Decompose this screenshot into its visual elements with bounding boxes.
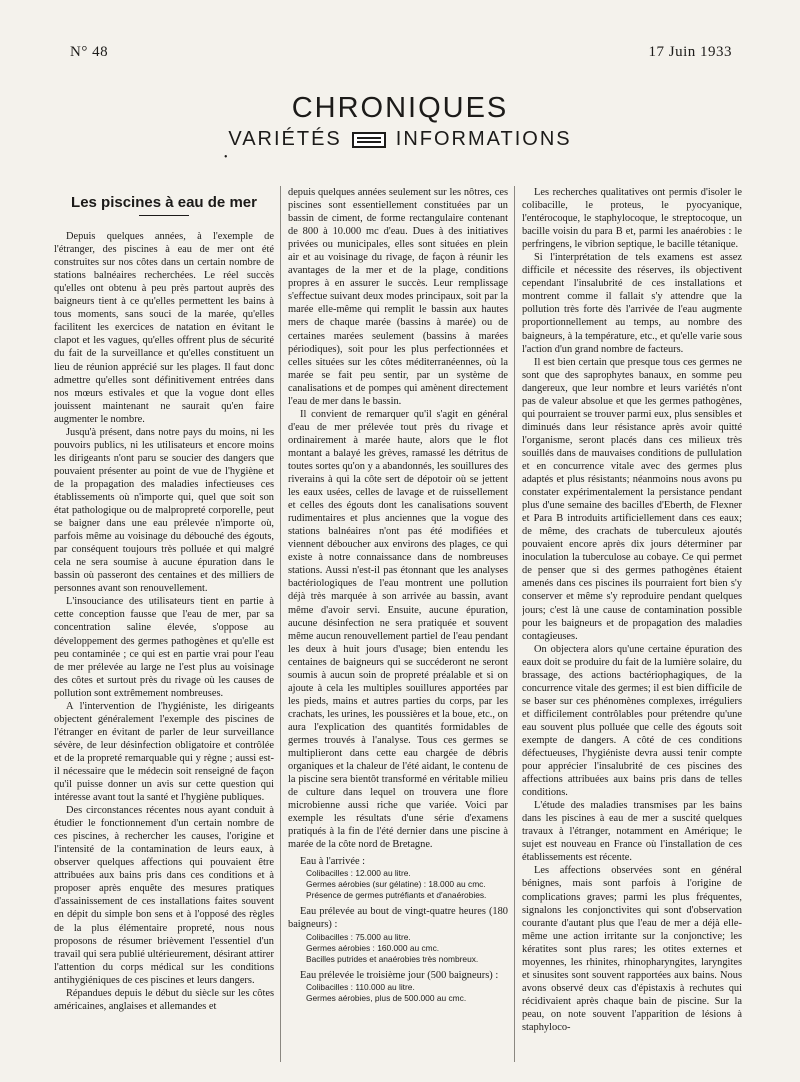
paragraph: L'insouciance des utilisateurs tient en partie à cette conception fausse que l'eau de mer, par sa concentration saline élevée, s'oppose au développement des germes pathogènes et qu'elle est peu contaminée ; ce qui est en partie vrai pour l'eau de mer prélevée au large ne l'est plus au voisinage des côtes et surtout près du rivage où les causes de pollution sont extrêmement nombreuses. (54, 596, 274, 699)
analysis-heading: Eau prélevée au bout de vingt-quatre heures (180 baigneurs) : (288, 906, 508, 931)
section-emblem-icon (352, 132, 386, 148)
analysis-line: Colibacilles : 12.000 au litre. (306, 868, 411, 879)
analysis-line: Colibacilles : 75.000 au litre. (306, 931, 411, 942)
analysis-heading: Eau à l'arrivée : (300, 856, 366, 868)
paragraph: Il est bien certain que presque tous ces germes ne sont que des saprophytes banaux, en somme peu dangereux, que leur nombre et leurs variétés n'ont pas de valeur absolue et que les germes pathogènes, qui pourraient se trouver parmi eux, plus sensibles et diminués dans leur résistance après avoir quitté l'organisme, seront placés dans ces milieux très souillés dans de mauvaises conditions de pullulation et en concurrence vitale avec des germes plus adaptés et plus résistants; néanmoins nous avons pu constater expérimentalement la persistance pendant plus d'une semaine des bacilles d'Eberth, de Flexner et Para B introduits artificiellement dans ces eaux; de même, des crachats de tuberculeux ajoutés pouvaient encore après dix jours déterminer par inoculation la tuberculose au cobaye. Ce qui permet de penser que si des germes pathogènes étaient amenés dans ces piscines ils pourraient fort bien s'y conserver et même s'y reproduire pendant quelques jours; c'est là une cause de contamination possible pour les baigneurs et de propagation des maladies contagieuses. (522, 356, 742, 642)
analysis-line: Colibacilles : 110.000 au litre. (306, 981, 415, 992)
paragraph: A l'intervention de l'hygiéniste, les dirigeants objectent généralement l'exemple des piscines de l'étranger en évitant de parler de leur surveillance sévère, de leur désinfection obligatoire et contrôlée et de la propreté remarquable qui y règne ; aussi est-il nécessaire que le médecin soit renseigné de façon qu'il puisse donner un avis sur cette question qui intéresse avant tout la santé et l'hygiène publiques. (54, 700, 274, 804)
subtitle-varietes: VARIÉTÉS (228, 128, 342, 150)
issue-date: 17 Juin 1933 (648, 44, 732, 60)
subtitle-informations: INFORMATIONS (395, 128, 572, 150)
analysis-line: Germes aérobies : 160.000 au cmc. (306, 942, 440, 953)
analysis-line: Présence de germes putréfiants et d'anaérobies. (306, 890, 487, 901)
paragraph: Les affections observées sont en général bénignes, mais sont parfois à l'origine de complications graves; parmi les plus fréquentes, signalons les conjonctivites qui sont d'observation courante d'autant plus que l'eau de mer a déjà elle-même une action irritante sur la conjonctive; les kératites sont plus rares; les otites externes et moyennes, les rhinites, rhinopharyngites, laryngites et sinusites sont souvent rapportées aux bains. Nous avons observé deux cas d'épistaxis à rechutes qui récidivaient après chaque bain de piscine. Sur la peau, on note souvent l'apparition de lésions à staphyloco- (522, 865, 742, 1033)
decorative-dot: • (224, 152, 228, 163)
analysis-line: Germes aérobies (sur gélatine) : 18.000 au cmc. (306, 879, 486, 890)
paragraph: Il convient de remarquer qu'il s'agit en général d'eau de mer prélevée tout près du rivage et ordinairement à marée haute, alors que le flot montant a balayé les grèves, ramassé les détritus de toutes sortes qu'on y a abandonnés, les souillures des riverains à qui la côte sert de dépotoir où se jettent les eaux usées, celles de lavage et de ruissellement et celles des égouts dont les canalisations souvent rudimentaires et plus anciennes que la vogue des stations balnéaires n'ont pas été modifiées et viennent déboucher aux environs des plages, ce qui existe à notre connaissance dans de nombreuses stations. Aussi n'est-il pas étonnant que les analyses bactériologiques de l'eau montrent une pollution déjà très marquée à son arrivée au bassin, avant même d'avoir servi. Ensuite, aucune épuration, aucune désinfection ne sera pratiquée et souvent même aucun renouvellement partiel de l'eau pendant les deux à huit jours d'usage; bien entendu les centaines de baigneurs qui se succéderont ne seront soumis à aucun soin de propreté préalable et si on ajoute à cela les multiples souillures apportées par les pieds, mains et autres parties du corps, par les crachats, les urines, les poussières et la boue, etc., on aura l'explication des quantités formidables de germes trouvés à l'analyse. Tous ces germes se multiplieront dans cette eau chargée de débris organiques et la chaleur de l'été aidant, le contenu de la piscine sera bientôt transformé en véritable milieu de culture dans lequel on trouvera une flore microbienne aussi riche que variée. Voici par exemple les résultats d'une série d'examens pratiqués à la fin de l'été dernier dans une piscine à marée de la côte nord de Bretagne. (288, 408, 508, 851)
analysis-line: Bacilles putrides et anaérobies très nombreux. (306, 953, 479, 964)
analysis-line: Germes aérobies, plus de 500.000 au cmc. (306, 992, 467, 1003)
masthead-title: CHRONIQUES (291, 92, 509, 124)
column-divider (280, 186, 281, 1062)
column-3 (522, 186, 742, 1066)
masthead-subtitle (0, 128, 800, 151)
paragraph: Jusqu'à présent, dans notre pays du moins, ni les pouvoirs publics, ni les utilisateurs et encore moins les dirigeants n'ont paru se soucier des dangers que pouvaient présenter au point de vue de l'hygiène et de la propagation des maladies infectieuses ces établissements où n'importe qui, quel que soit son état pathologique ou de malpropreté corporelle, peut se baigner dans une eau prélevée n'importe où, parfois même au voisinage du débouché des égouts, par conséquent toujours très polluée et qui malgré cela ne sera soumise à aucune épuration dans le bassin où passeront des centaines et des milliers de personnes avant son renouvellement. (54, 426, 274, 595)
page-header (0, 0, 800, 163)
paragraph: On objectera alors qu'une certaine épuration des eaux doit se produire du fait de la lumière solaire, du brassage, des actions bactériophagiques, de la concurrence vitale des germes; il est bien difficile de se baser sur ces phénomènes complexes, irréguliers et difficilement contrôlables pour prétendre qu'une eau souvent plus polluée que celle des égouts soit exempte de dangers. A côté de ces conditions défectueuses, l'hygiéniste devra aussi tenir compte pour apprécier l'insalubrité de ces piscines des affections attribuées aux bains pris dans de telles conditions. (522, 643, 742, 799)
analysis-block-day3 (288, 969, 508, 1004)
column-2 (288, 186, 508, 1066)
analysis-heading: Eau prélevée le troisième jour (500 baigneurs) : (300, 969, 499, 981)
paragraph: Depuis quelques années, à l'exemple de l'étranger, des piscines à eau de mer ont été construites sur nos côtes dans un certain nombre de stations balnéaires recherchées. Le réel succès qu'elles ont obtenu à peu près partout auprès des baigneurs tient à ce qu'elles permettent les bains à tous moments, sans souci de la marée, qu'elles facilitent les exercices de natation en évitant le clapot et les vagues, qu'elles offrent plus de sécurité du fait de la surveillance et qu'elles constituent un lieu de réunion apprécié sur les plages. Il faut donc admettre qu'elles sont définitivement entrées dans nos mœurs estivales et que la vogue dont elles jouissent maintenant ne saurait qu'en faire augmenter le nombre. (54, 231, 274, 425)
paragraph: Si l'interprétation de tels examens est assez difficile et nécessite des réserves, ils objectivent cependant l'insalubrité de ces installations et montrent comme il fallait s'y attendre que la pollution très forte dès l'arrivée de l'eau augmente proportionnellement au temps, au nombre des baigneurs, à la température, etc., et qu'elle varie sous l'action d'un grand nombre de facteurs. (522, 252, 742, 355)
issue-number: N° 48 (70, 44, 109, 60)
paragraph: Des circonstances récentes nous ayant conduit à étudier le fonctionnement d'un certain nombre de ces piscines, à rechercher les causes, l'origine et l'intensité de la contamination de leurs eaux, à observer quelques affections qui pouvaient être attribuées aux bains pris dans ces conditions et à proposer après enquête des mesures pratiques d'assainissement de ces installations faites souvent en dépit du simple bon sens et à l'opposé des règles de la plus élémentaire propreté, nous nous proposons de résumer brièvement l'essentiel d'un travail qui sera publié ultérieurement, désirant attirer l'attention du corps médical sur les conditions antihygiéniques de ces piscines et leurs dangers. (54, 805, 274, 986)
column-1 (54, 182, 274, 1062)
title-underline (139, 215, 189, 216)
analysis-block-24h (288, 905, 508, 964)
column-divider (514, 186, 515, 1062)
paragraph: depuis quelques années seulement sur les nôtres, ces piscines sont essentiellement constituées par un bassin de ciment, de forme rectangulaire contenant de 800 à 10.000 mc d'eau. Dues à des initiatives privées ou municipales, elles sont situées en plein air et au voisinage du rivage, de façon à réunir les avantages de la mer et de la plage, conditions propres à en assurer le succès. Leur remplissage s'effectue suivant deux modes principaux, soit par la marée elle-même qui remplit le bassin aux hautes mers de chaque marée (bassins à marée) ou de certaines marées seulement (bassins à marées périodiques), soit pour les plus perfectionnées et celles situées sur les côtes méditerranéennes, où la marée se fait peu sentir, par un système de canalisations et de pompes qui amènent directement l'eau de mer dans le bassin. (288, 187, 508, 407)
article-title: Les piscines à eau de mer (71, 194, 257, 211)
paragraph: Les recherches qualitatives ont permis d'isoler le colibacille, le proteus, le pyocyanique, l'entérocoque, le staphylocoque, le streptocoque, un bacille voisin du para B et, parmi les anaérobies : le perfringens, le vibrion septique, le bacille tétanique. (522, 187, 742, 251)
paragraph: L'étude des maladies transmises par les bains dans les piscines à eau de mer a suscité quelques travaux à l'étranger, notamment en Amérique; le sujet est nouveau en France où l'installation de ces établissements est récente. (522, 800, 742, 864)
analysis-block-arrival (288, 855, 508, 901)
paragraph: Répandues depuis le début du siècle sur les côtes américaines, anglaises et allemandes et (54, 987, 274, 1012)
